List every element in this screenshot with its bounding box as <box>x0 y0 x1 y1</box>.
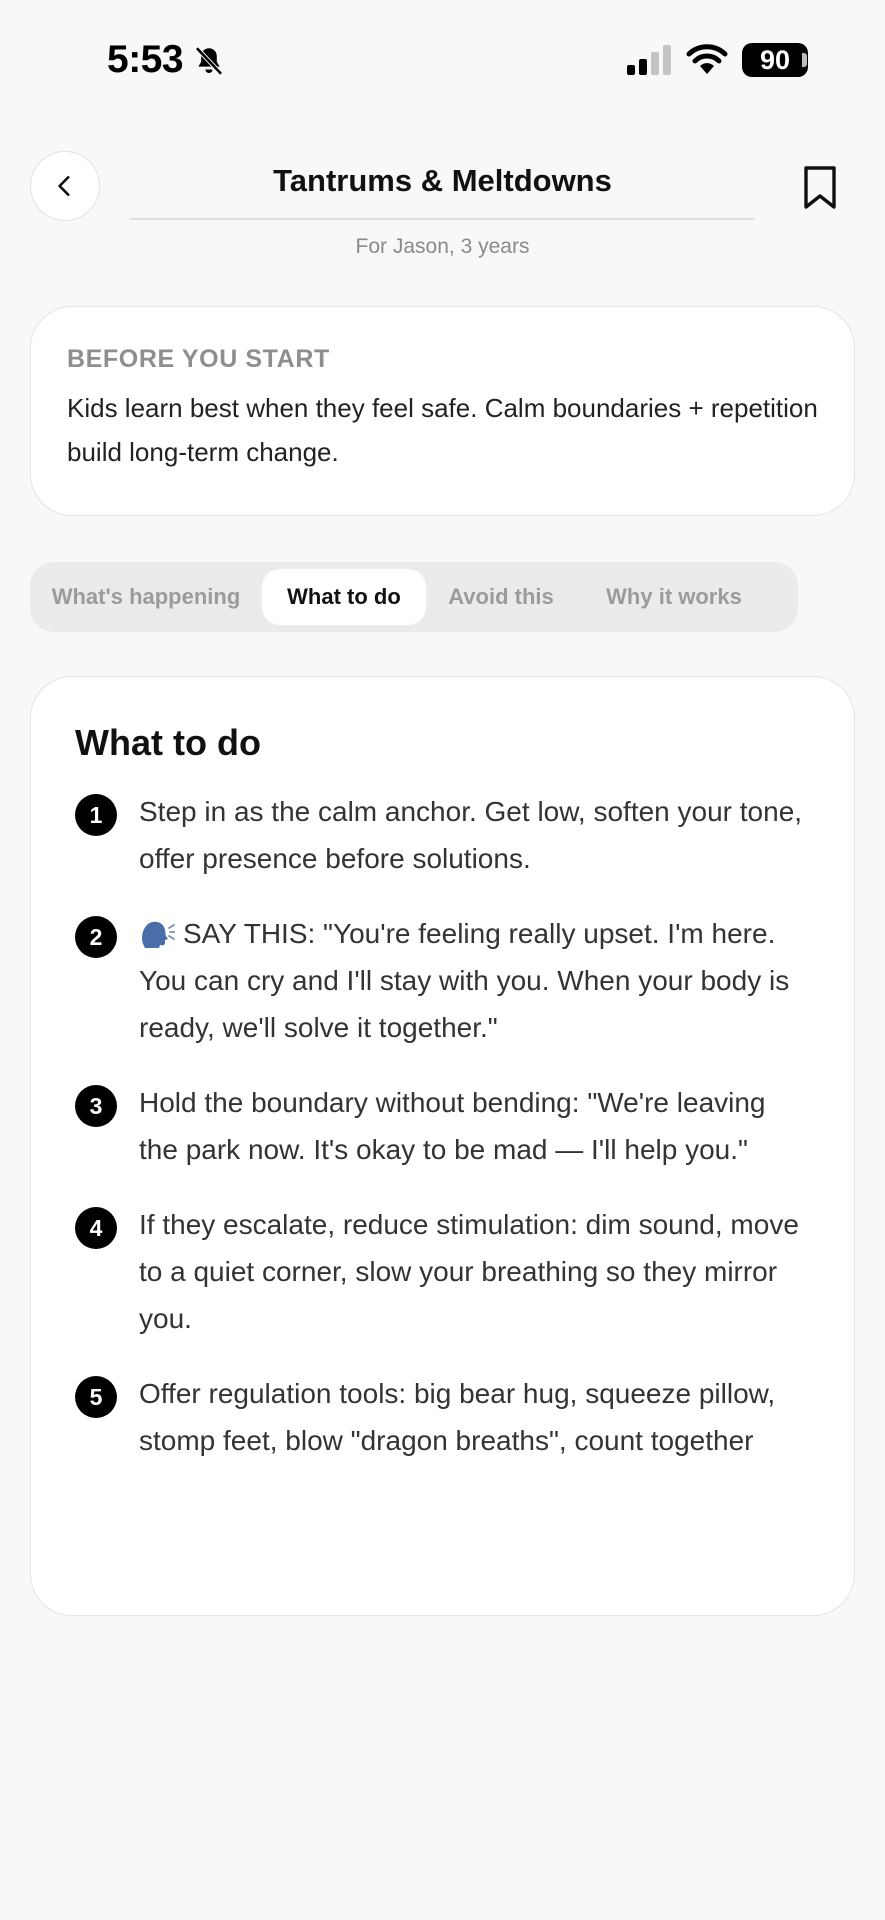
tab-why-it-works[interactable]: Why it works <box>606 584 742 609</box>
page-subtitle: For Jason, 3 years <box>355 235 530 258</box>
list-item <box>75 1370 810 1464</box>
bookmark-icon[interactable] <box>800 165 840 210</box>
step-number-badge: 5 <box>75 1376 117 1418</box>
list-item <box>75 910 810 1051</box>
chevron-left-icon <box>52 173 78 199</box>
speaking-head-icon <box>139 918 175 948</box>
what-to-do-card <box>30 676 855 1616</box>
tab-what-to-do[interactable]: What to do <box>262 569 426 625</box>
step-number-badge: 2 <box>75 916 117 958</box>
step-number-badge: 3 <box>75 1085 117 1127</box>
step-text: If they escalate, reduce stimulation: dim sound, move to a quiet corner, slow your breathing so they mirror you. <box>139 1209 799 1334</box>
step-text: Step in as the calm anchor. Get low, soften your tone, offer presence before solutions. <box>139 796 803 874</box>
section-heading: What to do <box>75 722 261 763</box>
before-you-start-card <box>30 306 855 516</box>
intro-heading: BEFORE YOU START <box>67 345 330 373</box>
wifi-icon <box>686 42 728 74</box>
page-title: Tantrums & Meltdowns <box>273 163 612 198</box>
battery-icon: 90 <box>742 43 808 77</box>
step-number-badge: 4 <box>75 1207 117 1249</box>
bell-slash-icon <box>192 44 226 78</box>
step-number-badge: 1 <box>75 794 117 836</box>
step-text: SAY THIS: "You're feeling really upset. I'm here. You can cry and I'll stay with you. When your body is ready, we'll solve it together." <box>139 918 790 1043</box>
tab-whats-happening[interactable]: What's happening <box>51 584 241 609</box>
tab-avoid-this[interactable]: Avoid this <box>448 584 554 609</box>
section-tabs <box>30 562 798 632</box>
step-text: Hold the boundary without bending: "We're leaving the park now. It's okay to be mad — I'll help you." <box>139 1087 766 1165</box>
intro-text: Kids learn best when they feel safe. Calm boundaries + repetition build long-term change. <box>67 393 818 467</box>
status-bar <box>0 0 885 120</box>
step-text: Offer regulation tools: big bear hug, squeeze pillow, stomp feet, blow "dragon breaths", count together <box>139 1378 776 1456</box>
title-divider <box>130 218 755 220</box>
list-item <box>75 1201 810 1342</box>
list-item <box>75 788 810 882</box>
status-time: 5:53 <box>107 38 184 81</box>
back-button[interactable] <box>30 151 100 221</box>
battery-cap <box>802 53 807 67</box>
list-item <box>75 1079 810 1173</box>
cellular-signal-icon <box>627 45 673 75</box>
